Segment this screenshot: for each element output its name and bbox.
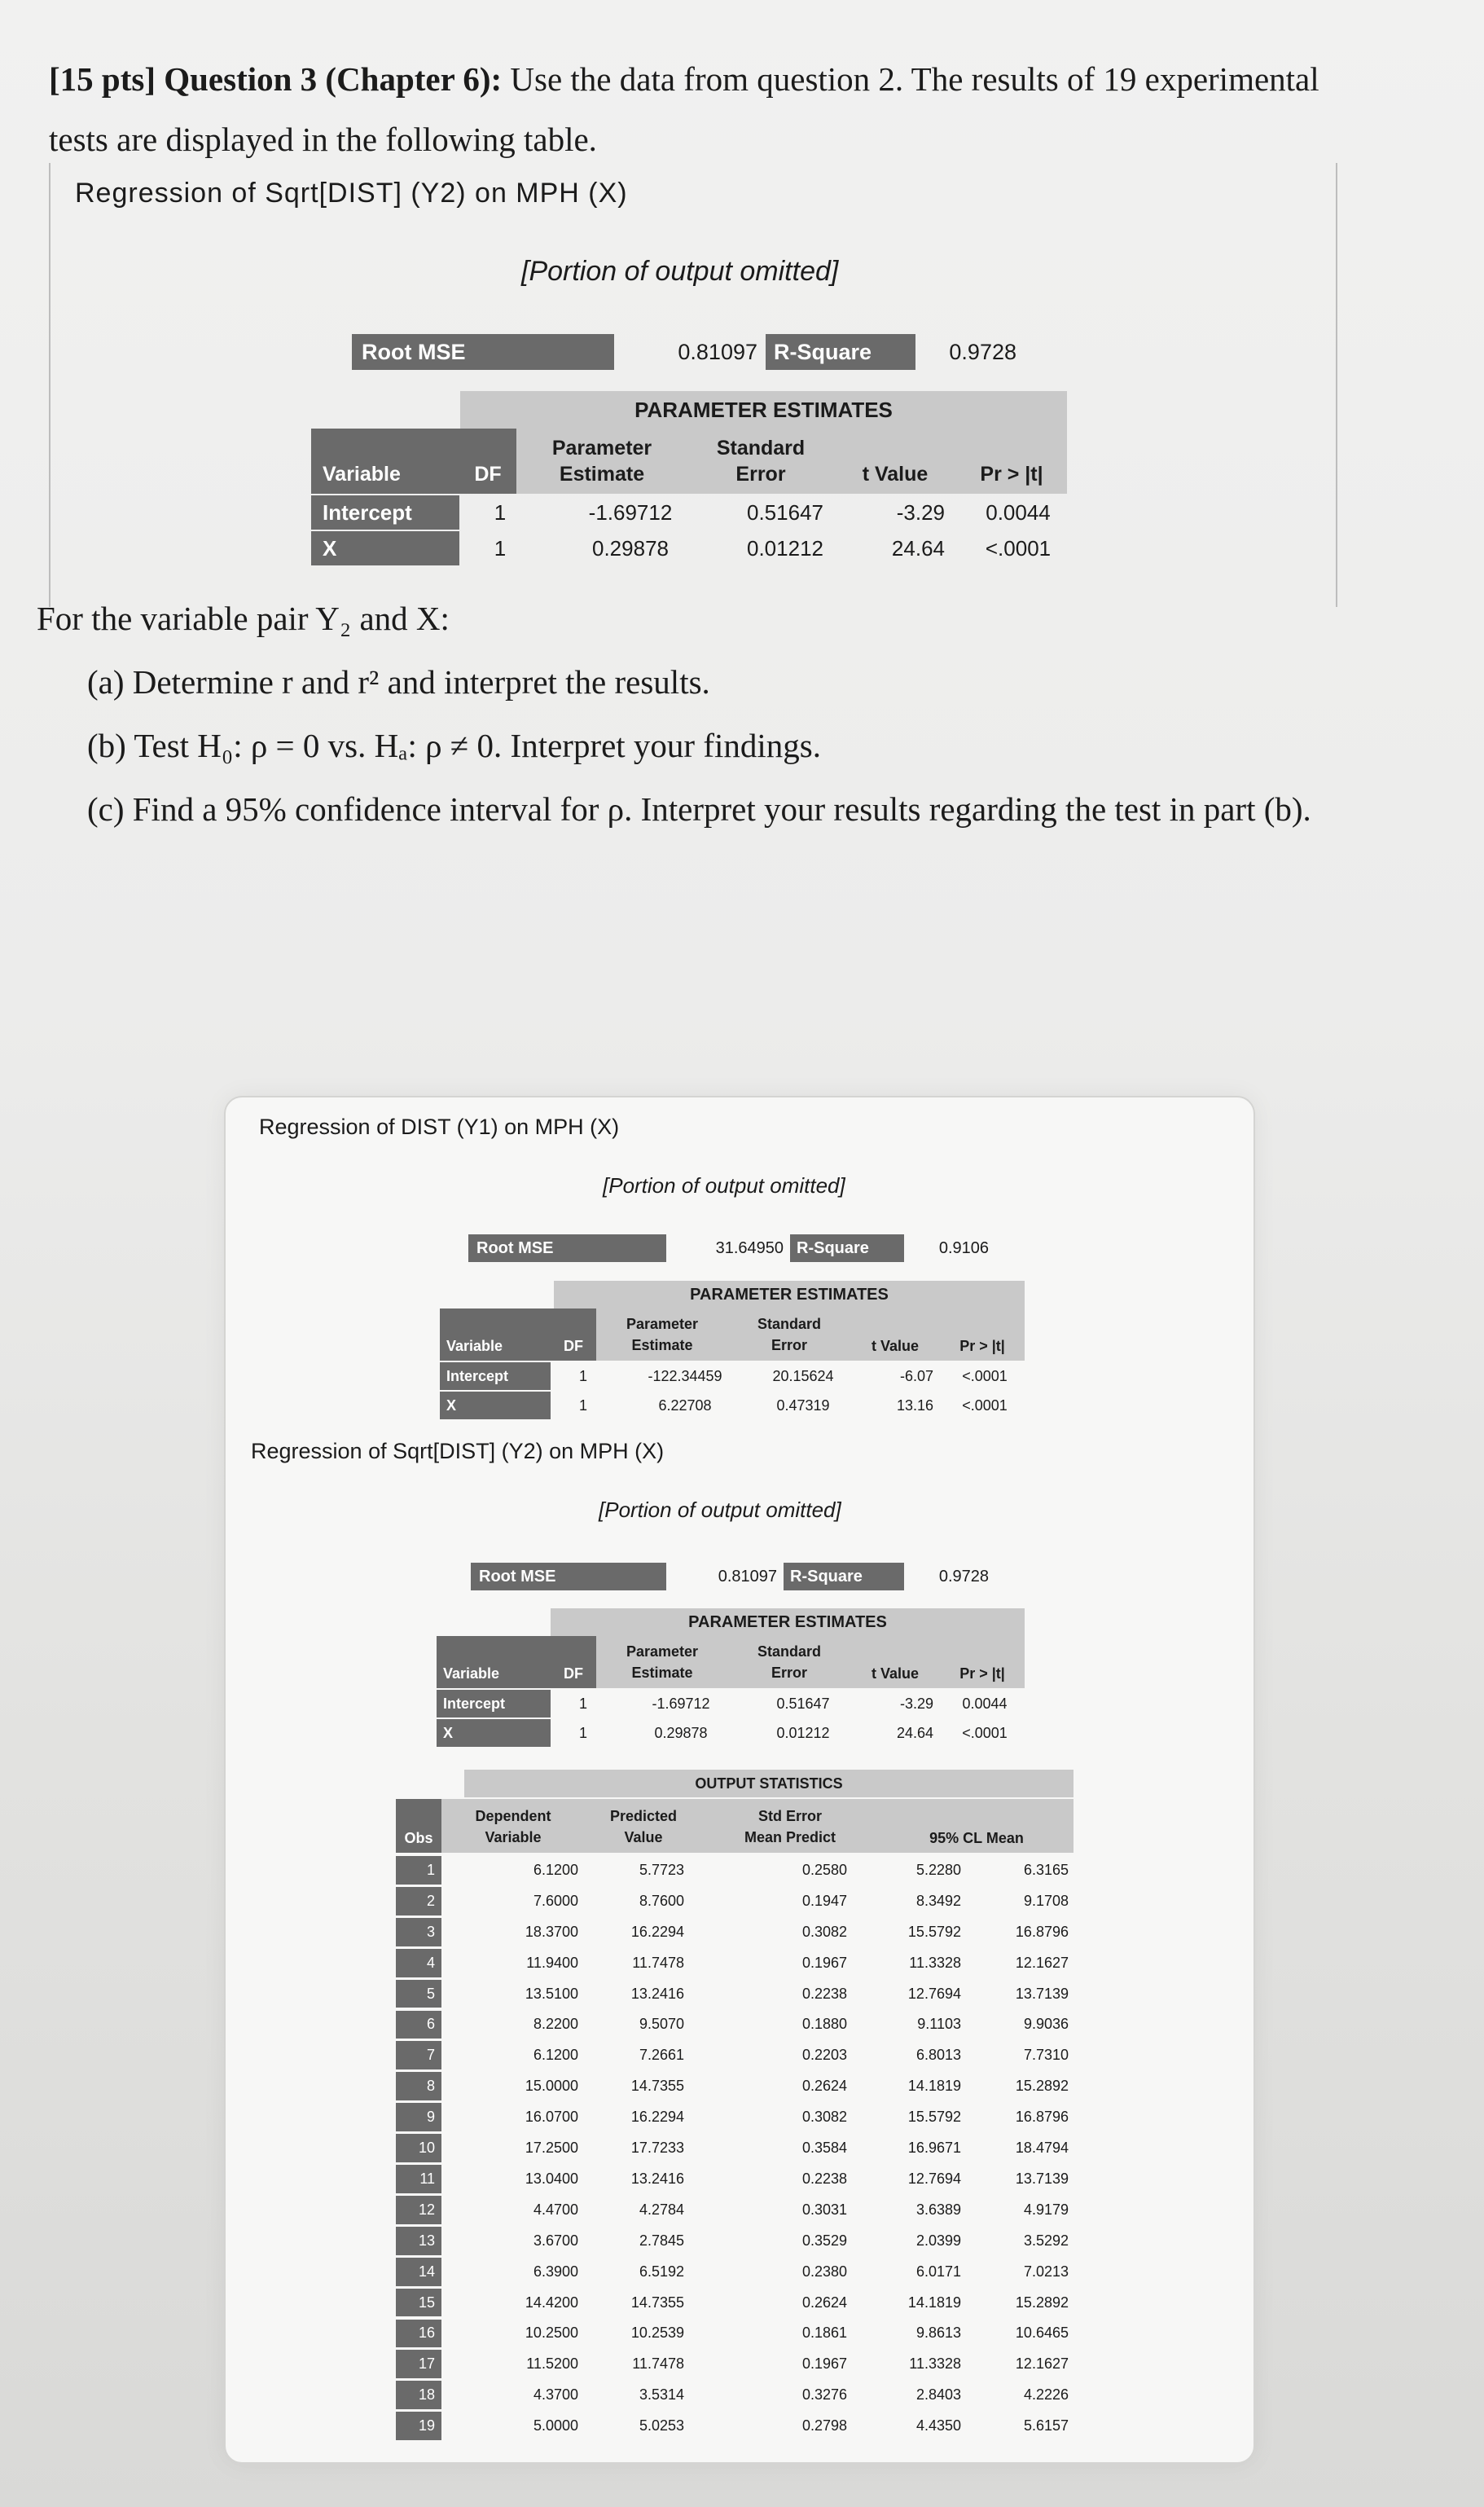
col-tvalue: t Value <box>862 462 929 486</box>
row-intercept-variable: Intercept <box>311 495 459 530</box>
cell-std-error: 0.2580 <box>801 1861 847 1878</box>
col-stderr: Standard Error <box>716 437 806 486</box>
cell-lower-cl: 11.3328 <box>909 1954 961 1971</box>
cell-dependent: 3.6700 <box>533 2232 578 2249</box>
cell-dependent: 6.1200 <box>533 1861 578 1878</box>
output-col-dependent: Dependent Variable <box>475 1808 551 1845</box>
y2p-param-title: PARAMETER ESTIMATES <box>551 1608 1025 1636</box>
row-x-p: <.0001 <box>985 535 1052 561</box>
row-x-stderr: 0.01212 <box>747 535 823 561</box>
cell-dependent: 4.3700 <box>533 2386 578 2404</box>
output-col-obs: Obs <box>396 1799 441 1853</box>
y2p-rsquare-label: R-Square <box>784 1563 904 1590</box>
y1-root-mse-value: 31.64950 <box>715 1238 784 1257</box>
cell-lower-cl: 16.9671 <box>907 2140 961 2157</box>
cell-lower-cl: 9.1103 <box>917 2016 961 2033</box>
y1-row-intercept-stderr: 20.15624 <box>772 1367 834 1384</box>
row-intercept-df: 1 <box>494 499 507 525</box>
cell-obs: 13 <box>396 2227 441 2255</box>
cell-lower-cl: 6.8013 <box>915 2047 961 2064</box>
cell-obs: 3 <box>396 1918 441 1946</box>
y2p-row-x-variable: X <box>437 1719 551 1747</box>
y2p-rsquare-value: 0.9728 <box>938 1567 989 1586</box>
cell-upper-cl: 5.6157 <box>1023 2417 1069 2434</box>
output-col-predicted: Predicted Value <box>609 1808 678 1845</box>
cell-obs: 19 <box>396 2412 441 2440</box>
cell-dependent: 6.3900 <box>533 2263 578 2280</box>
omitted-note: [Portion of output omitted] <box>521 256 839 287</box>
cell-predicted: 5.7723 <box>639 1861 684 1878</box>
cell-std-error: 0.2203 <box>801 2047 847 2064</box>
y1-col-variable: Variable <box>440 1308 551 1361</box>
output-col-stderr: Std Error Mean Predict <box>744 1808 836 1845</box>
y2p-row-x-p: <.0001 <box>962 1724 1008 1741</box>
row-intercept-p: 0.0044 <box>986 499 1051 525</box>
cell-dependent: 6.1200 <box>533 2047 578 2064</box>
y1-col-df: DF <box>551 1308 596 1361</box>
row-intercept-stderr: 0.51647 <box>747 499 823 525</box>
y2p-row-intercept-p: 0.0044 <box>962 1695 1008 1712</box>
cell-upper-cl: 15.2892 <box>1015 2294 1069 2311</box>
y1-rsquare-value: 0.9106 <box>938 1238 989 1257</box>
cell-predicted: 3.5314 <box>639 2386 684 2404</box>
cell-obs: 4 <box>396 1949 441 1977</box>
y1-row-intercept-t: -6.07 <box>899 1367 933 1384</box>
cell-upper-cl: 12.1627 <box>1015 1954 1069 1971</box>
cell-upper-cl: 6.3165 <box>1023 1861 1069 1878</box>
cell-predicted: 11.7478 <box>632 1954 684 1971</box>
question-header-bold: [15 pts] Question 3 (Chapter 6): <box>49 60 503 98</box>
cell-upper-cl: 13.7139 <box>1015 2170 1069 2187</box>
question-header-line2: tests are displayed in the following table. <box>49 121 597 158</box>
cell-obs: 18 <box>396 2381 441 2409</box>
rsquare-label: R-Square <box>766 334 915 370</box>
cell-predicted: 14.7355 <box>630 2078 684 2095</box>
y1-root-mse-label: Root MSE <box>468 1234 666 1262</box>
cell-std-error: 0.3529 <box>801 2232 847 2249</box>
y1-row-intercept-variable: Intercept <box>440 1362 551 1390</box>
y1-row-x-variable: X <box>440 1392 551 1419</box>
cell-dependent: 13.5100 <box>525 1985 578 2002</box>
cell-std-error: 0.1880 <box>801 2016 847 2033</box>
question-prompt: For the variable pair Y₂ and X: <box>37 600 450 637</box>
y2p-root-mse-label: Root MSE <box>471 1563 666 1590</box>
cell-dependent: 8.2200 <box>533 2016 578 2033</box>
y2p-row-x-t: 24.64 <box>896 1724 933 1741</box>
cell-upper-cl: 9.1708 <box>1023 1892 1069 1909</box>
cell-predicted: 4.2784 <box>639 2201 684 2218</box>
cell-std-error: 0.1967 <box>801 1954 847 1971</box>
cell-dependent: 16.0700 <box>525 2109 578 2126</box>
question-part-b: (b) Test H₀: ρ = 0 vs. Hₐ: ρ ≠ 0. Interpret your findings. <box>87 727 821 764</box>
cell-predicted: 8.7600 <box>639 1892 684 1909</box>
cell-upper-cl: 18.4794 <box>1015 2140 1069 2157</box>
regression-y2-title-paper: Regression of Sqrt[DIST] (Y2) on MPH (X) <box>251 1439 665 1463</box>
cell-predicted: 11.7478 <box>632 2355 684 2373</box>
regression-y2-omitted-paper: [Portion of output omitted] <box>599 1498 841 1522</box>
rsquare-value: 0.9728 <box>949 339 1016 364</box>
y2p-row-intercept-t: -3.29 <box>899 1695 933 1712</box>
y2p-col-estimate: Parameter Estimate <box>626 1643 699 1681</box>
y2p-col-variable: Variable <box>437 1636 551 1688</box>
root-mse-label: Root MSE <box>352 334 614 370</box>
cell-obs: 7 <box>396 2041 441 2069</box>
cell-obs: 2 <box>396 1887 441 1915</box>
cell-predicted: 2.7845 <box>639 2232 684 2249</box>
cell-upper-cl: 16.8796 <box>1015 1923 1069 1940</box>
cell-upper-cl: 12.1627 <box>1015 2355 1069 2373</box>
y2p-row-x-df: 1 <box>578 1724 587 1741</box>
question-part-c: (c) Find a 95% confidence interval for ρ. Interpret your results regarding the test in part (b). <box>87 790 1311 828</box>
y2p-row-x-stderr: 0.01212 <box>776 1724 830 1741</box>
y1-row-x-t: 13.16 <box>896 1396 933 1414</box>
cell-dependent: 17.2500 <box>525 2140 578 2157</box>
cell-std-error: 0.2624 <box>801 2078 847 2095</box>
question-parts <box>37 587 1470 841</box>
cell-upper-cl: 13.7139 <box>1015 1985 1069 2002</box>
y1-row-x-stderr: 0.47319 <box>776 1396 830 1414</box>
cell-lower-cl: 14.1819 <box>907 2078 961 2095</box>
y1-col-p: Pr > |t| <box>959 1337 1005 1354</box>
y2p-row-intercept-df: 1 <box>578 1695 587 1712</box>
cell-upper-cl: 7.0213 <box>1023 2263 1069 2280</box>
cell-predicted: 16.2294 <box>630 1923 684 1940</box>
cell-obs: 6 <box>396 2011 441 2039</box>
cell-lower-cl: 4.4350 <box>915 2417 961 2434</box>
cell-upper-cl: 3.5292 <box>1023 2232 1069 2249</box>
cell-obs: 16 <box>396 2320 441 2348</box>
y1-row-intercept-estimate: -122.34459 <box>648 1367 722 1384</box>
cell-lower-cl: 15.5792 <box>907 1923 961 1940</box>
cell-predicted: 16.2294 <box>630 2109 684 2126</box>
question-part-a: (a) Determine r and r² and interpret the results. <box>87 663 710 701</box>
cell-upper-cl: 15.2892 <box>1015 2078 1069 2095</box>
cell-obs: 15 <box>396 2289 441 2317</box>
y2p-row-intercept-stderr: 0.51647 <box>776 1695 830 1712</box>
cell-predicted: 6.5192 <box>639 2263 684 2280</box>
cell-predicted: 9.5070 <box>639 2016 684 2033</box>
cell-std-error: 0.3082 <box>801 2109 847 2126</box>
y1-row-x-p: <.0001 <box>962 1396 1008 1414</box>
y1-row-intercept-p: <.0001 <box>962 1367 1008 1384</box>
y2p-col-t: t Value <box>871 1665 920 1682</box>
cell-lower-cl: 2.8403 <box>915 2386 961 2404</box>
row-x-t: 24.64 <box>891 535 945 561</box>
cell-std-error: 0.1947 <box>801 1892 847 1909</box>
y1-row-x-estimate: 6.22708 <box>658 1396 712 1414</box>
cell-lower-cl: 12.7694 <box>907 1985 961 2002</box>
regression-y1-title: Regression of DIST (Y1) on MPH (X) <box>259 1115 620 1139</box>
cell-std-error: 0.2238 <box>801 2170 847 2187</box>
cell-lower-cl: 5.2280 <box>915 1861 961 1878</box>
cell-obs: 14 <box>396 2258 441 2286</box>
row-intercept-estimate: -1.69712 <box>588 499 673 525</box>
cell-lower-cl: 15.5792 <box>907 2109 961 2126</box>
cell-obs: 9 <box>396 2103 441 2131</box>
param-estimates-title: PARAMETER ESTIMATES <box>460 391 1067 429</box>
cell-upper-cl: 16.8796 <box>1015 2109 1069 2126</box>
col-variable: Variable <box>311 429 459 494</box>
cell-obs: 11 <box>396 2165 441 2193</box>
cell-obs: 8 <box>396 2072 441 2100</box>
cell-dependent: 14.4200 <box>525 2294 578 2311</box>
cell-obs: 17 <box>396 2350 441 2378</box>
y1-col-t: t Value <box>871 1337 920 1354</box>
cell-std-error: 0.2238 <box>801 1985 847 2002</box>
y1-rsquare-label: R-Square <box>790 1234 904 1262</box>
y2p-root-mse-value: 0.81097 <box>718 1567 777 1586</box>
cell-predicted: 17.7233 <box>630 2140 684 2157</box>
cell-lower-cl: 11.3328 <box>909 2355 961 2373</box>
cell-std-error: 0.1861 <box>801 2324 847 2342</box>
cell-obs: 10 <box>396 2134 441 2162</box>
cell-upper-cl: 9.9036 <box>1023 2016 1069 2033</box>
cell-predicted: 14.7355 <box>630 2294 684 2311</box>
cell-dependent: 11.9400 <box>526 1954 578 1971</box>
y2p-row-intercept-variable: Intercept <box>437 1690 551 1718</box>
root-mse-value: 0.81097 <box>678 339 757 364</box>
cell-predicted: 13.2416 <box>630 2170 684 2187</box>
cell-upper-cl: 4.9179 <box>1023 2201 1069 2218</box>
cell-lower-cl: 2.0399 <box>915 2232 961 2249</box>
cell-dependent: 10.2500 <box>525 2324 578 2342</box>
y1-row-intercept-df: 1 <box>578 1367 587 1384</box>
cell-std-error: 0.2380 <box>801 2263 847 2280</box>
row-x-variable: X <box>311 531 459 565</box>
cell-lower-cl: 3.6389 <box>915 2201 961 2218</box>
cell-dependent: 11.5200 <box>526 2355 578 2373</box>
col-df: DF <box>459 429 516 494</box>
cell-predicted: 13.2416 <box>630 1985 684 2002</box>
cell-predicted: 10.2539 <box>630 2324 684 2342</box>
cell-obs: 1 <box>396 1856 441 1885</box>
cell-dependent: 15.0000 <box>525 2078 578 2095</box>
y2p-col-stderr: Standard Error <box>757 1643 821 1681</box>
question-header-text: Use the data from question 2. The results of 19 experimental <box>502 60 1319 98</box>
output-stats-title: OUTPUT STATISTICS <box>464 1770 1073 1797</box>
cell-dependent: 4.4700 <box>533 2201 578 2218</box>
regression-y1-omitted: [Portion of output omitted] <box>603 1173 845 1198</box>
y1-param-title: PARAMETER ESTIMATES <box>554 1281 1025 1308</box>
y2p-col-p: Pr > |t| <box>959 1665 1005 1682</box>
row-intercept-t: -3.29 <box>896 499 945 525</box>
col-pvalue: Pr > |t| <box>980 462 1043 486</box>
cell-upper-cl: 10.6465 <box>1015 2324 1069 2342</box>
cell-upper-cl: 4.2226 <box>1023 2386 1069 2404</box>
cell-lower-cl: 12.7694 <box>907 2170 961 2187</box>
cell-lower-cl: 14.1819 <box>907 2294 961 2311</box>
cell-upper-cl: 7.7310 <box>1023 2047 1069 2064</box>
cell-predicted: 5.0253 <box>639 2417 684 2434</box>
y2p-row-intercept-estimate: -1.69712 <box>652 1695 710 1712</box>
question-header <box>49 49 1450 169</box>
cell-std-error: 0.2624 <box>801 2294 847 2311</box>
cell-std-error: 0.3082 <box>801 1923 847 1940</box>
cell-lower-cl: 9.8613 <box>915 2324 961 2342</box>
cell-std-error: 0.1967 <box>801 2355 847 2373</box>
y2p-col-df: DF <box>551 1636 596 1688</box>
cell-obs: 5 <box>396 1980 441 2008</box>
cell-std-error: 0.2798 <box>801 2417 847 2434</box>
regression-title: Regression of Sqrt[DIST] (Y2) on MPH (X) <box>75 178 628 209</box>
output-col-cl-mean: 95% CL Mean <box>929 1829 1024 1846</box>
cell-predicted: 7.2661 <box>639 2047 684 2064</box>
cell-lower-cl: 6.0171 <box>915 2263 961 2280</box>
y1-col-stderr: Standard Error <box>757 1316 821 1353</box>
cell-std-error: 0.3276 <box>801 2386 847 2404</box>
y2p-row-x-estimate: 0.29878 <box>654 1724 708 1741</box>
cell-dependent: 7.6000 <box>533 1892 578 1909</box>
cell-std-error: 0.3584 <box>801 2140 847 2157</box>
row-x-estimate: 0.29878 <box>592 535 669 561</box>
cell-std-error: 0.3031 <box>801 2201 847 2218</box>
col-estimate: Parameter Estimate <box>551 437 652 486</box>
cell-dependent: 18.3700 <box>525 1923 578 1940</box>
y1-col-estimate: Parameter Estimate <box>626 1316 699 1353</box>
cell-obs: 12 <box>396 2196 441 2224</box>
cell-dependent: 5.0000 <box>533 2417 578 2434</box>
y1-row-x-df: 1 <box>578 1396 587 1414</box>
cell-dependent: 13.0400 <box>525 2170 578 2187</box>
cell-lower-cl: 8.3492 <box>915 1892 961 1909</box>
row-x-df: 1 <box>494 535 507 561</box>
